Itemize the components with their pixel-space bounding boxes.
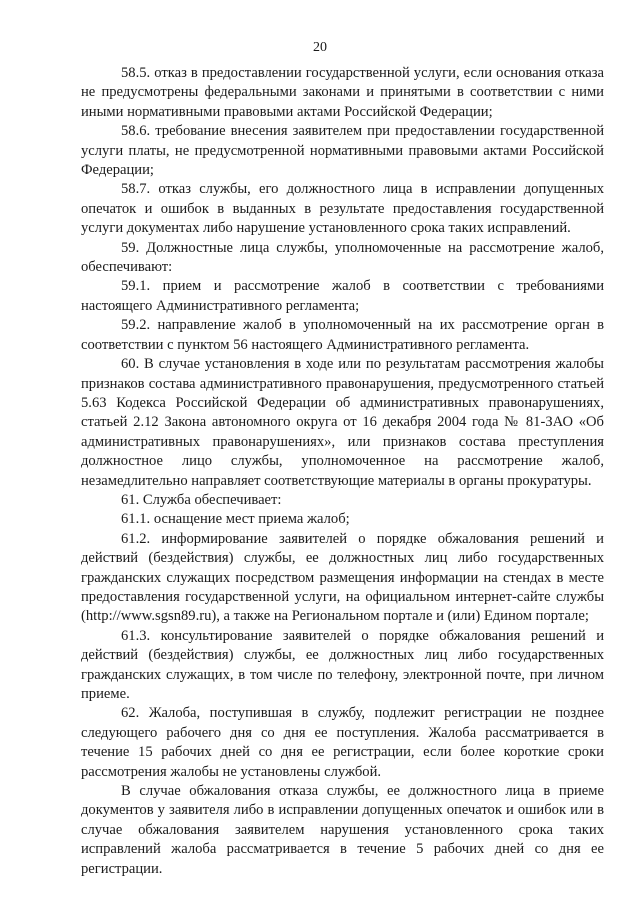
- document-body: [81, 64, 604, 879]
- paragraph-61-2: 61.2. информирование заявителей о порядке обжалования решений и действий (бездействия) службы, ее должностных лиц либо государственных гражданских служащих посредством размещения информации на стендах в месте предоставления государственной услуги, на официальном интернет-сайте службы (http://www.sgsn89.ru), а также на Региональном портале и (или) Едином портале;: [81, 530, 604, 625]
- paragraph-62-continued: В случае обжалования отказа службы, ее должностного лица в приеме документов у заявителя либо в исправлении допущенных опечаток и ошибок или в случае обжалования заявителем нарушения установленного срока таких исправлений жалоба рассматривается в течение 5 рабочих дней со дня ее регистрации.: [81, 783, 604, 877]
- paragraph-58-5: 58.5. отказ в предоставлении государственной услуги, если основания отказа не предусмотрены федеральными законами и принятыми в соответствии с ними иными нормативными правовыми актами Российской Федерации;: [81, 65, 604, 120]
- paragraph-60: 60. В случае установления в ходе или по результатам рассмотрения жалобы признаков состава административного правонарушения, предусмотренного статьей 5.63 Кодекса Российской Федерации об административных правонарушениях, статьей 2.12 Закона автономного округа от 16 декабря 2004 года № 81-ЗАО «Об административных правонарушениях», или признаков состава преступления должностное лицо службы, уполномоченное на рассмотрение жалоб, незамедлительно направляет соответствующие материалы в органы прокуратуры.: [81, 356, 604, 489]
- paragraph-62: 62. Жалоба, поступившая в службу, подлежит регистрации не позднее следующего рабочего дня со дня ее поступления. Жалоба рассматривается в течение 15 рабочих дней со дня ее регистрации, если более короткие сроки рассмотрения жалобы не установлены службой.: [81, 705, 604, 780]
- paragraph-59: 59. Должностные лица службы, уполномоченные на рассмотрение жалоб, обеспечивают:: [81, 239, 604, 276]
- paragraph-61-3: 61.3. консультирование заявителей о порядке обжалования решений и действий (бездействия) службы, ее должностных лиц либо государственных гражданских служащих, в том числе по телефону, электронной почте, при личном приеме.: [81, 627, 604, 702]
- paragraph-58-6: 58.6. требование внесения заявителем при предоставлении государственной услуги платы, не предусмотренной нормативными правовыми актами Российской Федерации;: [81, 123, 604, 179]
- page-number: 20: [313, 40, 327, 55]
- paragraph-61: 61. Служба обеспечивает:: [121, 491, 282, 508]
- paragraph-61-1: 61.1. оснащение мест приема жалоб;: [121, 511, 350, 528]
- paragraph-59-1: 59.1. прием и рассмотрение жалоб в соответствии с требованиями настоящего Административного регламента;: [81, 278, 604, 314]
- paragraph-58-7: 58.7. отказ службы, его должностного лица в исправлении допущенных опечаток и ошибок в выданных в результате предоставления государственной услуги документах либо нарушение установленного срока таких исправлений.: [81, 181, 604, 237]
- paragraph-59-2: 59.2. направление жалоб в уполномоченный на их рассмотрение орган в соответствии с пунктом 56 настоящего Административного регламента.: [81, 317, 604, 353]
